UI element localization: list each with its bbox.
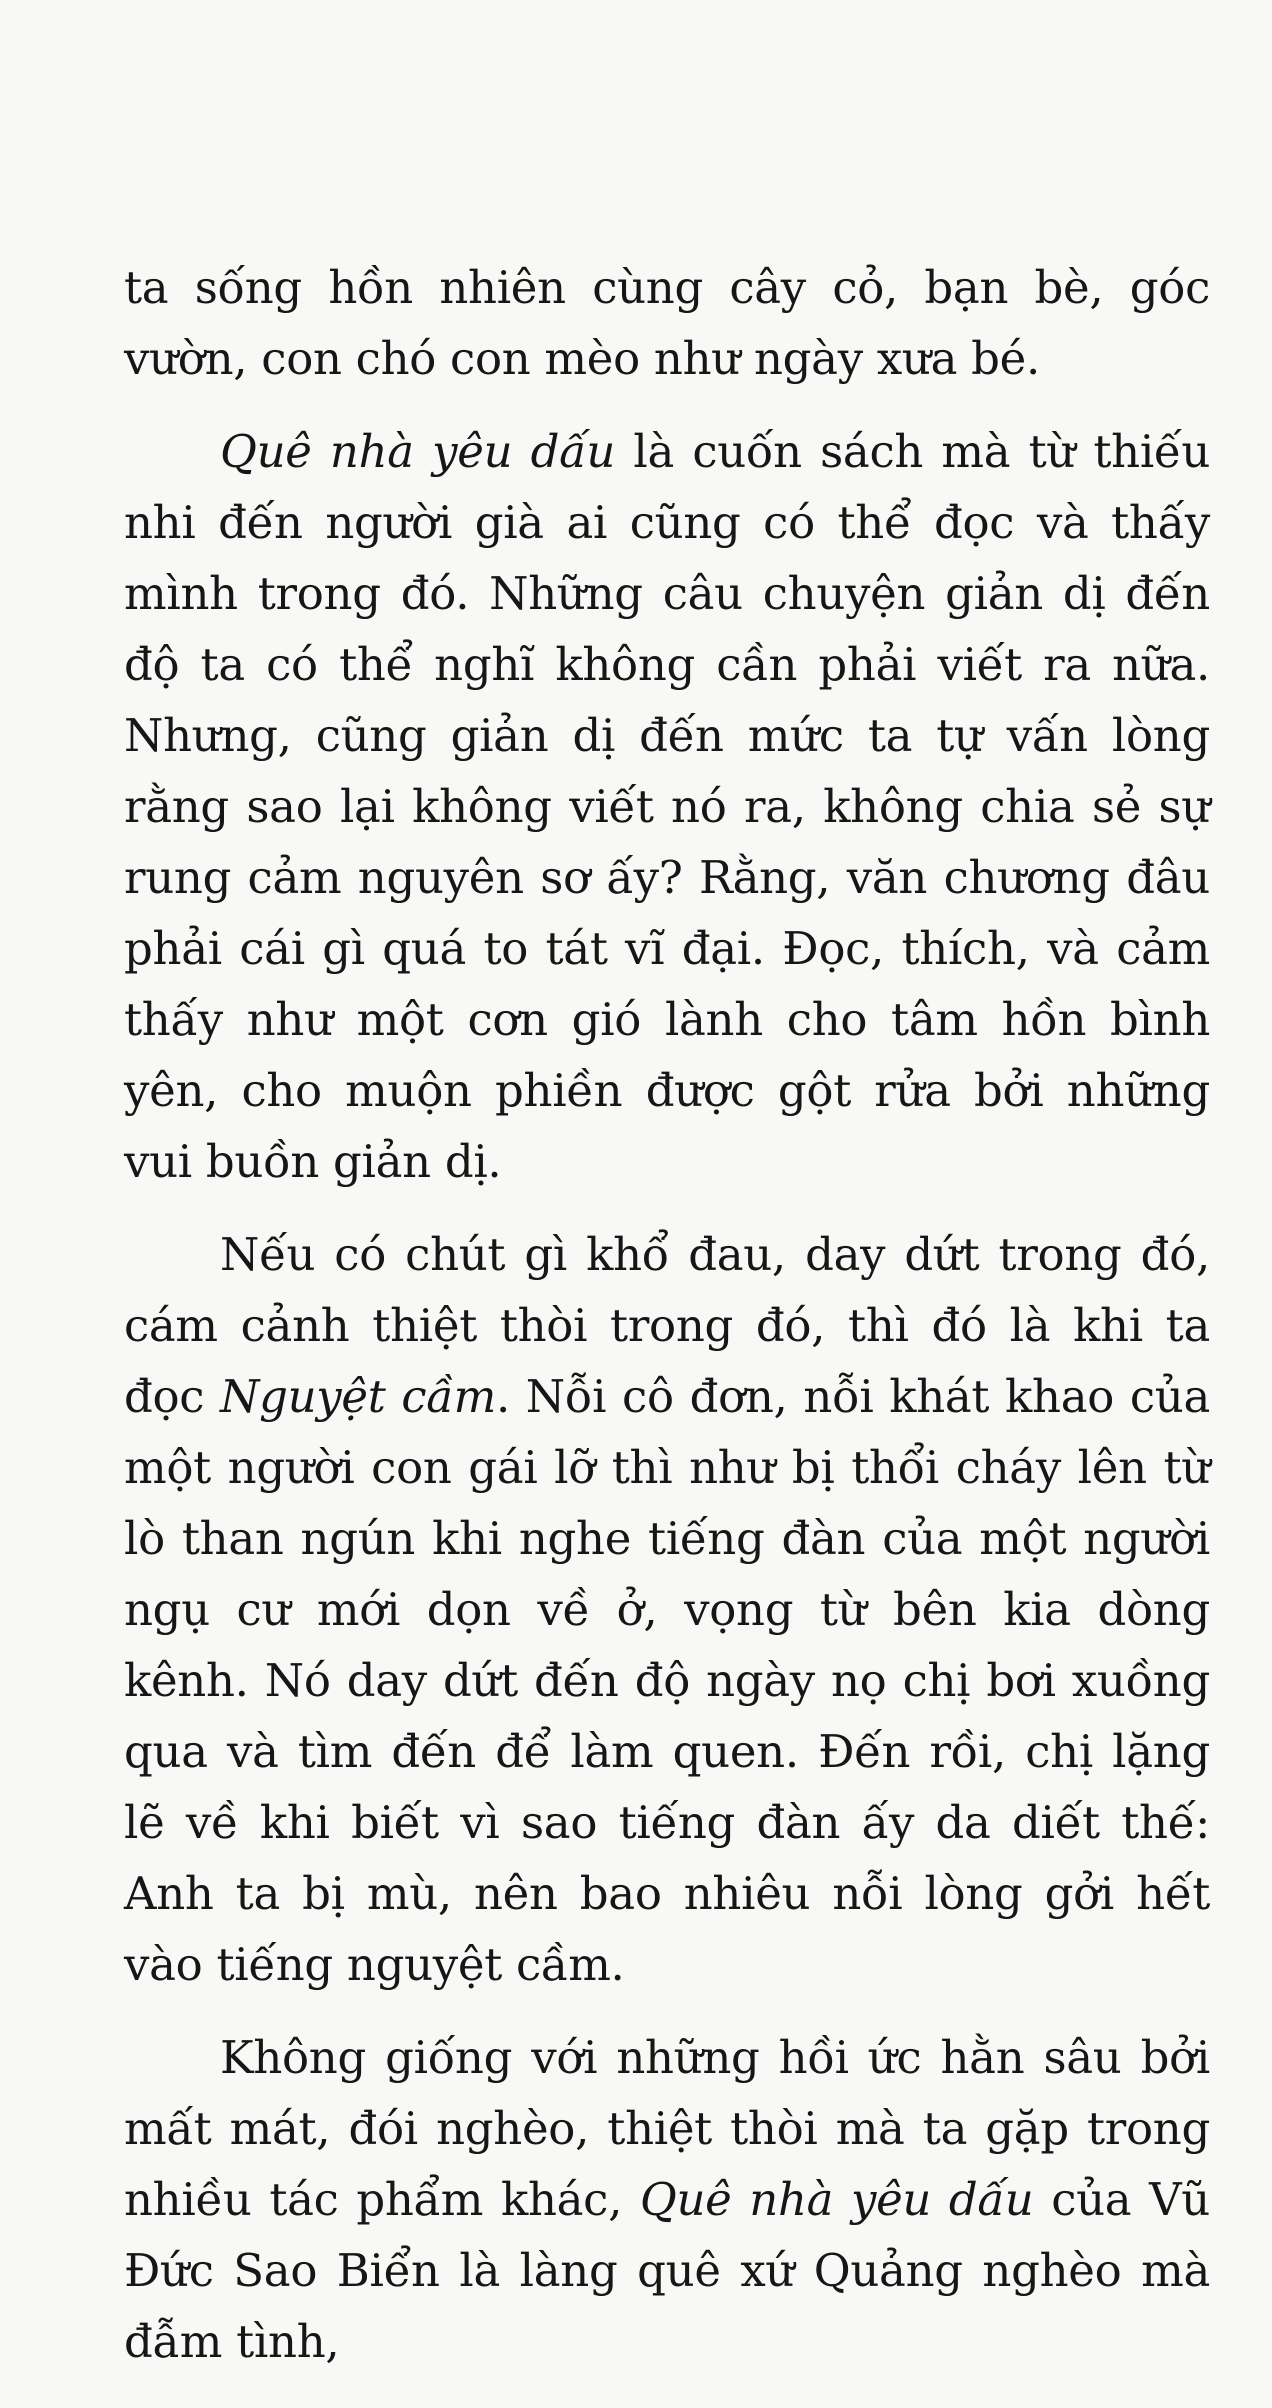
paragraph-1-text: ta sống hồn nhiên cùng cây cỏ, bạn bè, góc vườn, con chó con mèo như ngày xưa bé.: [124, 261, 1210, 385]
paragraph-2-title: Quê nhà yêu dấu: [220, 425, 616, 478]
paragraph-4: [124, 2022, 1210, 2377]
paragraph-2: [124, 416, 1210, 1197]
paragraph-3-title: Nguyệt cầm: [220, 1370, 496, 1423]
paragraph-4-text-start: Không giống với những hồi ức hằn sâu bởi mất mát, đói nghèo, thiệt thòi mà ta gặp trong nhiều tác phẩm khác,: [124, 2031, 1210, 2226]
paragraph-3-text-end: . Nỗi cô đơn, nỗi khát khao của một người con gái lỡ thì như bị thổi cháy lên từ lò than ngún khi nghe tiếng đàn của một người ngụ cư mới dọn về ở, vọng từ bên kia dòng kênh. Nó day dứt đến độ ngày nọ chị bơi xuồng qua và tìm đến để làm quen. Đến rồi, chị lặng lẽ về khi biết vì sao tiếng đàn ấy da diết thế: Anh ta bị mù, nên bao nhiêu nỗi lòng gởi hết vào tiếng nguyệt cầm.: [124, 1370, 1210, 1991]
paragraph-4-text-end: của Vũ Đức Sao Biển là làng quê xứ Quảng nghèo mà đẫm tình,: [124, 2173, 1210, 2368]
paragraph-2-text: là cuốn sách mà từ thiếu nhi đến người già ai cũng có thể đọc và thấy mình trong đó. Những câu chuyện giản dị đến độ ta có thể nghĩ không cần phải viết ra nữa. Nhưng, cũng giản dị đến mức ta tự vấn lòng rằng sao lại không viết nó ra, không chia sẻ sự rung cảm nguyên sơ ấy? Rằng, văn chương đâu phải cái gì quá to tát vĩ đại. Đọc, thích, và cảm thấy như một cơn gió lành cho tâm hồn bình yên, cho muộn phiền được gột rửa bởi những vui buồn giản dị.: [124, 425, 1210, 1188]
paragraph-4-title: Quê nhà yêu dấu: [639, 2173, 1034, 2226]
main-text: [124, 252, 1210, 2377]
paragraph-3: [124, 1219, 1210, 2000]
paragraph-1: [124, 252, 1210, 394]
paragraph-3-text-start: Nếu có chút gì khổ đau, day dứt trong đó, cám cảnh thiệt thòi trong đó, thì đó là khi ta đọc: [124, 1228, 1210, 1423]
